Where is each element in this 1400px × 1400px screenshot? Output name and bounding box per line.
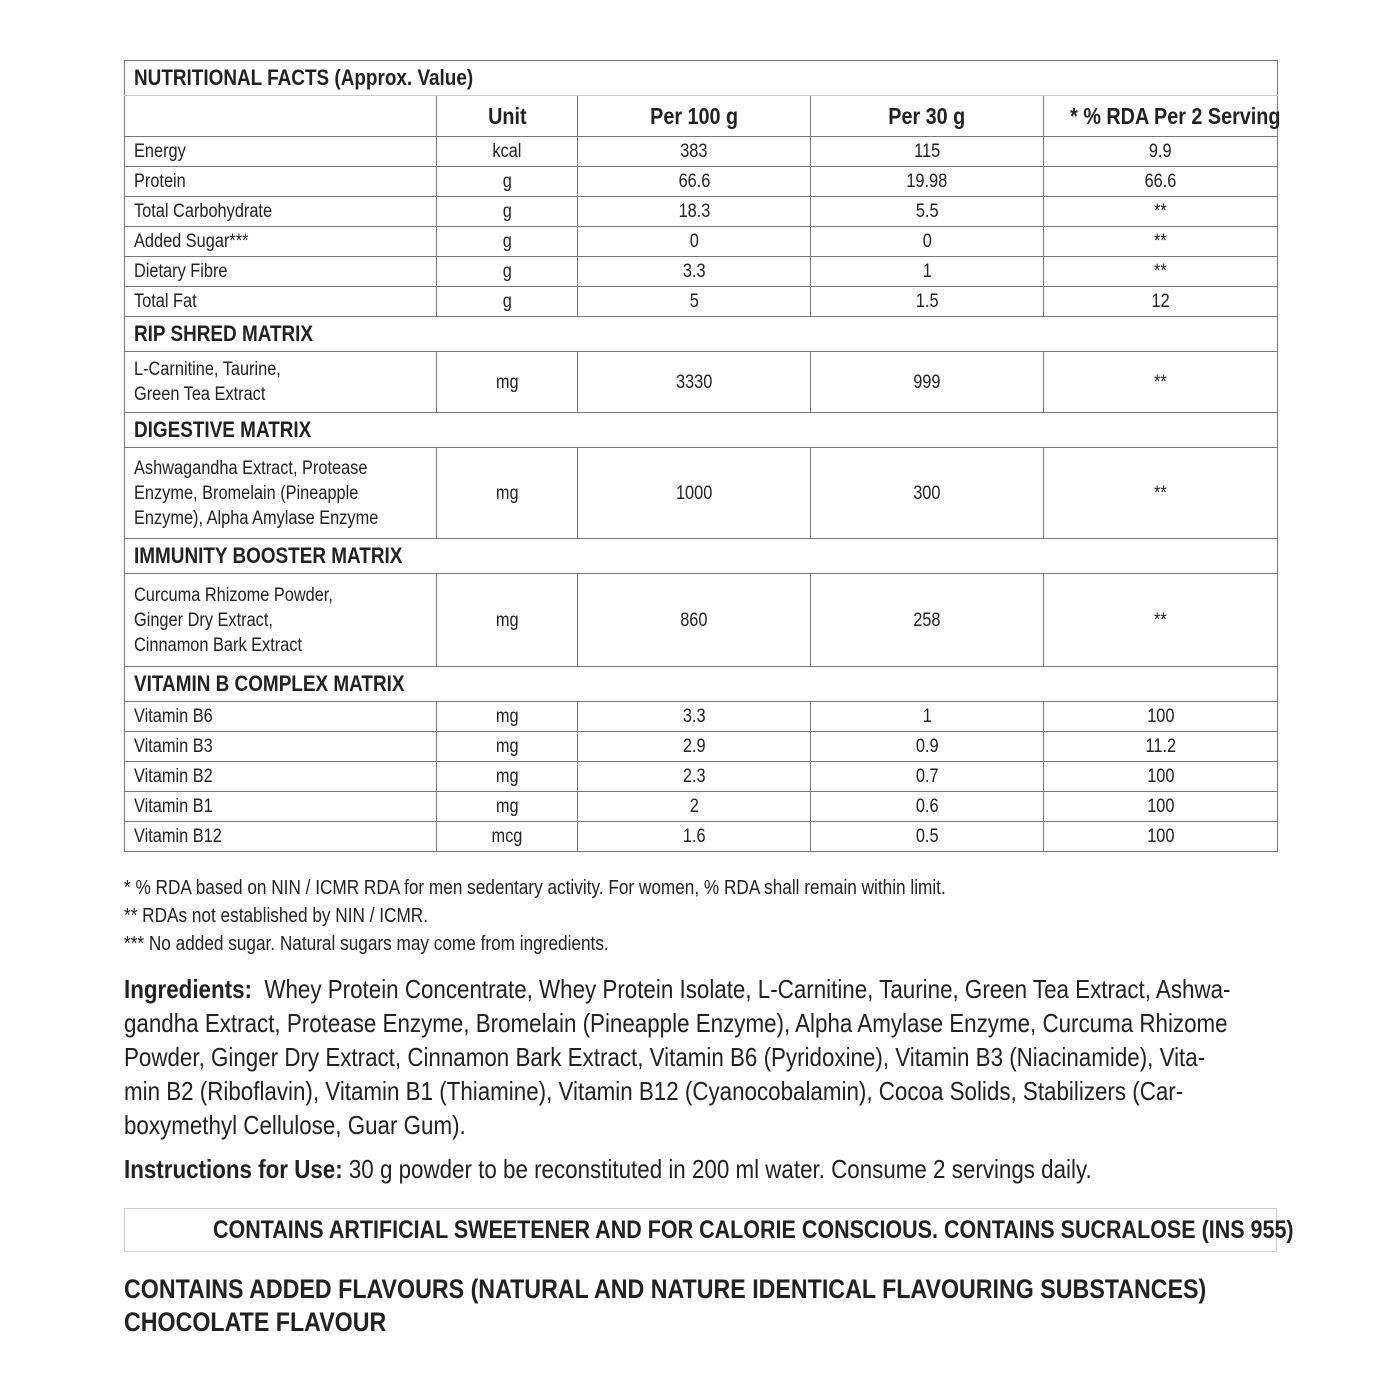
table-row: Total Fat g 5 1.5 12 [125,287,1278,317]
flavour-notice [124,1273,1382,1339]
ingredients-paragraph: Ingredients: Whey Protein Concentrate, Whey Protein Isolate, L-Carnitine, Taurine, Green Tea Extract, Ashwa- gandha Extract, Protease Enzyme, Bromelain (Pineapple Enzyme), Alpha Amylase Enzyme, Curcuma Rhizome Powder, Ginger Dry Extract, Cinnamon Bark Extract, Vitamin B6 (Pyridoxine), Vitamin B3 (Niacinamide), Vita- min B2 (Riboflavin), Vitamin B1 (Thiamine), Vitamin B12 (Cyanocobalamin), Cocoa Solids, Stabilizers (Car- boxymethyl Cellulose, Guar Gum). [124,974,1231,1140]
header-blank [125,96,437,137]
header-unit: Unit [487,102,527,129]
header-per-30g: Per 30 g [888,102,966,129]
section-header-row [125,317,1278,352]
section-title: DIGESTIVE MATRIX [134,417,312,442]
header-per-100g: Per 100 g [650,102,738,129]
section-header-row [125,667,1278,702]
instructions-text: 30 g powder to be reconstituted in 200 ml water. Consume 2 servings daily. [348,1154,1092,1184]
table-row: Vitamin B1 mg 2 0.6 100 [125,792,1278,822]
table-title: NUTRITIONAL FACTS (Approx. Value) [134,65,474,90]
instructions-paragraph [124,1154,1249,1185]
table-row: Ashwagandha Extract, Protease Enzyme, Bromelain (Pineapple Enzyme), Alpha Amylase Enzyme mg 1000 300 ** [125,448,1278,539]
footnotes [124,874,1080,958]
section-header-row [125,413,1278,448]
table-row: Vitamin B6 mg 3.3 1 100 [125,702,1278,732]
table-title-row [125,61,1278,96]
table-header-row [125,96,1278,137]
table-row: Protein g 66.6 19.98 66.6 [125,167,1278,197]
flavour-notice-line-1: CONTAINS ADDED FLAVOURS (NATURAL AND NATURE IDENTICAL FLAVOURING SUBSTANCES) [124,1274,1207,1304]
footnote-not-established: ** RDAs not established by NIN / ICMR. [124,905,428,927]
table-row: Dietary Fibre g 3.3 1 ** [125,257,1278,287]
table-row: Energy kcal 383 115 9.9 [125,137,1278,167]
footnote-rda: * % RDA based on NIN / ICMR RDA for men sedentary activity. For women, % RDA shall remain within limit. [124,877,946,899]
table-row: Vitamin B3 mg 2.9 0.9 11.2 [125,732,1278,762]
nutrition-facts-table [124,60,1281,852]
ingredients-text: Whey Protein Concentrate, Whey Protein Isolate, L-Carnitine, Taurine, Green Tea Extract, Ashwa- [264,974,1231,1004]
table-row: Vitamin B2 mg 2.3 0.7 100 [125,762,1278,792]
table-row: Vitamin B12 mcg 1.6 0.5 100 [125,822,1278,852]
section-title: RIP SHRED MATRIX [134,321,314,346]
section-header-row [125,539,1278,574]
sweetener-notice-box [124,1208,1294,1252]
table-row: Total Carbohydrate g 18.3 5.5 ** [125,197,1278,227]
section-title: VITAMIN B COMPLEX MATRIX [134,671,405,696]
table-row: Added Sugar*** g 0 0 ** [125,227,1278,257]
footnote-no-added-sugar: *** No added sugar. Natural sugars may come from ingredients. [124,933,609,955]
section-title: IMMUNITY BOOSTER MATRIX [134,543,403,568]
flavour-notice-line-2: CHOCOLATE FLAVOUR [124,1307,387,1337]
sweetener-notice: CONTAINS ARTIFICIAL SWEETENER AND FOR CALORIE CONSCIOUS. CONTAINS SUCRALOSE (INS 955) [212,1216,1294,1244]
table-row: L-Carnitine, Taurine, Green Tea Extract mg 3330 999 ** [125,352,1278,413]
header-rda: * % RDA Per 2 Serving [1070,102,1281,129]
table-row: Curcuma Rhizome Powder, Ginger Dry Extract, Cinnamon Bark Extract mg 860 258 ** [125,574,1278,667]
ingredients-label: Ingredients: [124,974,252,1004]
instructions-label: Instructions for Use: [124,1154,343,1184]
